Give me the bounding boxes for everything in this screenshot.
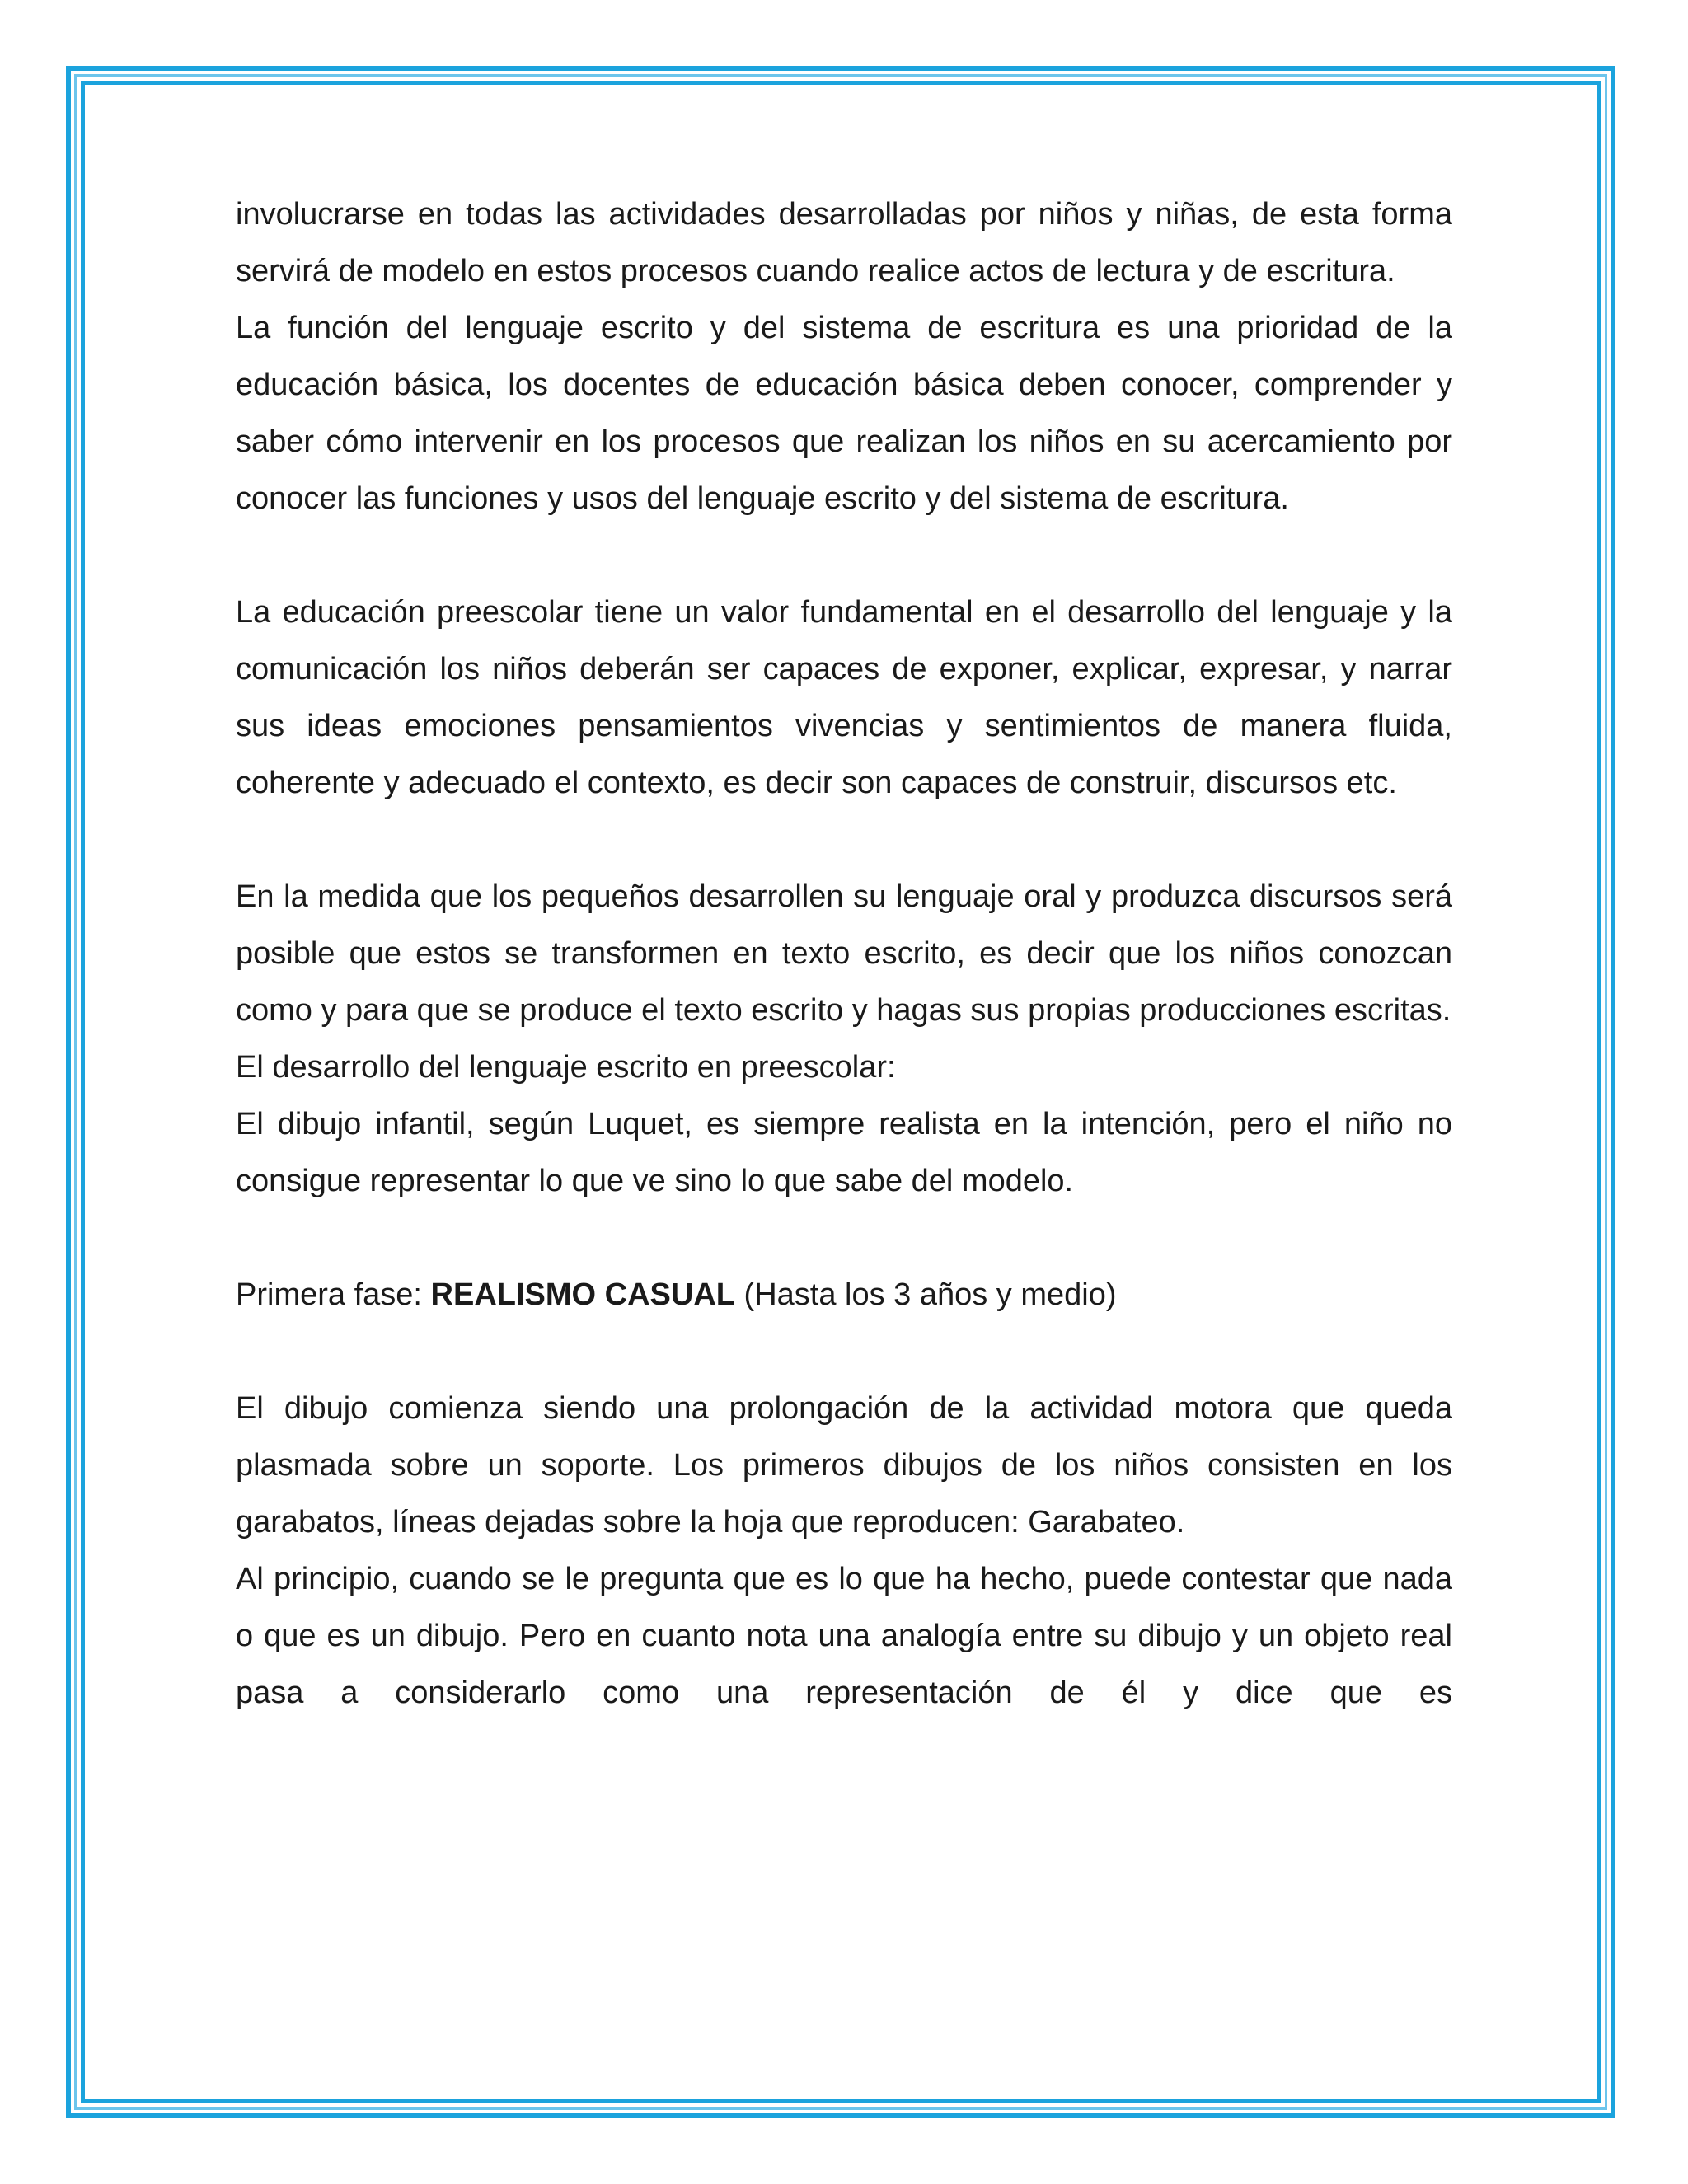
paragraph-gap <box>236 527 1452 584</box>
paragraph-9: Al principio, cuando se le pregunta que es lo que ha hecho, puede contestar que nada o que es un dibujo. Pero en cuanto nota una analogía entre su dibujo y un objeto real pasa a considerarlo como una representación de él y dice que es <box>236 1562 1452 1710</box>
phase-heading-title: REALISMO CASUAL <box>430 1277 735 1312</box>
paragraph-1: involucrarse en todas las actividades desarrolladas por niños y niñas, de esta forma servirá de modelo en estos procesos cuando realice actos de lectura y de escritura. <box>236 197 1452 288</box>
phase-heading <box>236 1267 1452 1324</box>
paragraph-gap <box>236 812 1452 869</box>
paragraph-5: El desarrollo del lenguaje escrito en preescolar: <box>236 1050 896 1085</box>
phase-heading-suffix: (Hasta los 3 años y medio) <box>734 1277 1117 1312</box>
paragraph-gap <box>236 1210 1452 1267</box>
paragraph-2: La función del lenguaje escrito y del sistema de escritura es una prioridad de la educación básica, los docentes de educación básica deben conocer, comprender y saber cómo intervenir en los procesos que realizan los niños en su acercamiento por conocer las funciones y usos del lenguaje escrito y del sistema de escritura. <box>236 311 1452 516</box>
phase-heading-prefix: Primera fase: <box>236 1277 431 1312</box>
page-content <box>236 186 1452 1722</box>
paragraph-3: La educación preescolar tiene un valor fundamental en el desarrollo del lenguaje y la comunicación los niños deberán ser capaces de exponer, explicar, expresar, y narrar sus ideas emociones pensamientos vivencias y sentimientos de manera fluida, coherente y adecuado el contexto, es decir son capaces de construir, discursos etc. <box>236 595 1452 800</box>
paragraph-4: En la medida que los pequeños desarrollen su lenguaje oral y produzca discursos será posible que estos se transformen en texto escrito, es decir que los niños conozcan como y para que se produce el texto escrito y hagas sus propias producciones escritas. <box>236 879 1452 1028</box>
paragraph-8: El dibujo comienza siendo una prolongación de la actividad motora que queda plasmada sobre un soporte. Los primeros dibujos de los niños consisten en los garabatos, líneas dejadas sobre la hoja que reproducen: Garabateo. <box>236 1391 1452 1540</box>
paragraph-gap <box>236 1324 1452 1380</box>
paragraph-6: El dibujo infantil, según Luquet, es siempre realista en la intención, pero el niño no consigue representar lo que ve sino lo que sabe del modelo. <box>236 1107 1452 1198</box>
